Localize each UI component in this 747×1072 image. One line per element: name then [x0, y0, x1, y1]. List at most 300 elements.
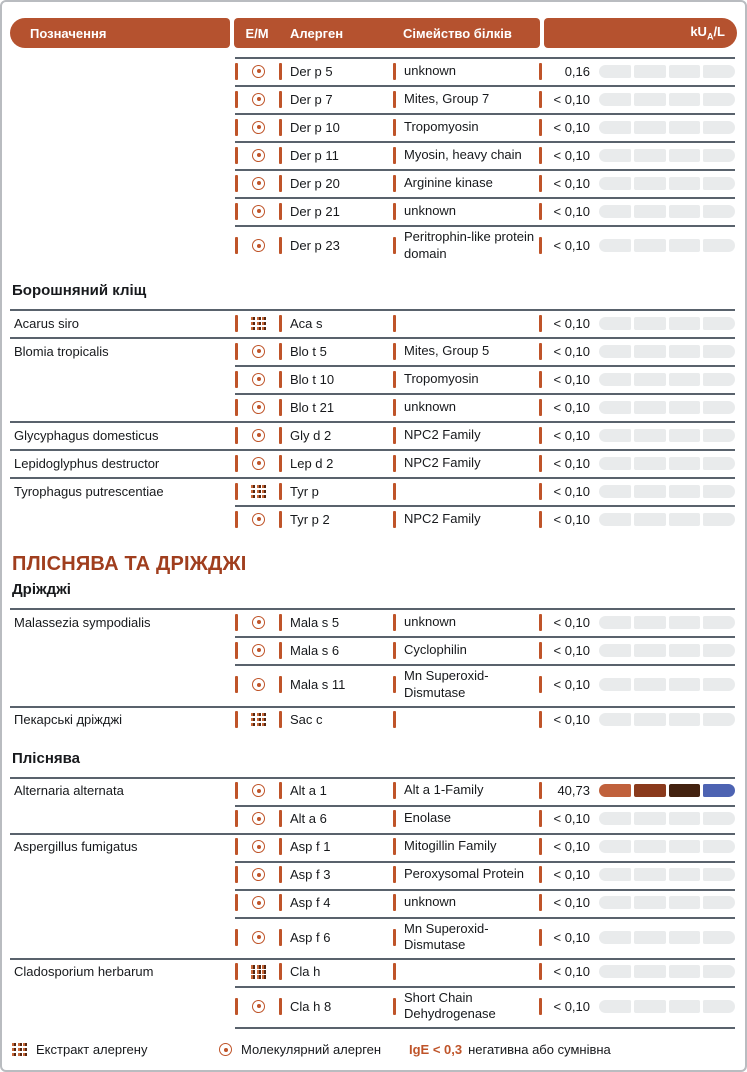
em-cell: [235, 315, 279, 332]
molecular-allergen-icon: [252, 513, 265, 526]
column-tick: [235, 119, 238, 136]
scale-segment: [669, 713, 701, 726]
value-cell: [539, 963, 599, 980]
column-tick: [279, 175, 282, 192]
scale-segment: [703, 840, 735, 853]
protein-family: Myosin, heavy chain: [404, 146, 522, 162]
column-tick: [393, 147, 396, 164]
table-row: [10, 57, 737, 85]
family-cell: [393, 87, 539, 112]
result-value: < 0,10: [553, 839, 590, 854]
result-value: < 0,10: [553, 427, 590, 443]
value-cell: [539, 810, 599, 827]
scale-segment: [703, 931, 735, 944]
scale-segment: [599, 896, 631, 909]
allergen-cell: [279, 810, 393, 827]
table-row: [10, 505, 737, 533]
scale-segment: [599, 121, 631, 134]
scale-segment: [599, 644, 631, 657]
allergen-cell: [279, 483, 393, 500]
value-cell: [539, 119, 599, 136]
table-row: [10, 393, 737, 421]
result-value: < 0,10: [553, 399, 590, 415]
column-tick: [279, 511, 282, 528]
scale-segment: [669, 965, 701, 978]
result-scale: [599, 345, 737, 358]
molecular-allergen-icon: [252, 401, 265, 414]
molecular-allergen-icon: [252, 616, 265, 629]
molecular-allergen-icon: [252, 812, 265, 825]
scale-segment: [599, 65, 631, 78]
family-cell: [393, 638, 539, 663]
allergen-code: Cla h: [290, 964, 321, 980]
result-scale: [599, 239, 737, 252]
value-cell: [539, 427, 599, 444]
legend-molecular-label: Молекулярний алерген: [241, 1042, 382, 1057]
scale-segment: [634, 149, 666, 162]
table-row: [10, 365, 737, 393]
legend-extract: [12, 1042, 219, 1057]
scale-segment: [703, 965, 735, 978]
column-tick: [235, 203, 238, 220]
value-cell: [539, 642, 599, 659]
molecular-allergen-icon: [252, 678, 265, 691]
em-cell: [235, 119, 279, 136]
scale-segment: [599, 457, 631, 470]
result-value: < 0,10: [553, 867, 590, 882]
column-tick: [235, 676, 238, 693]
column-tick: [393, 343, 396, 360]
result-value: < 0,10: [553, 147, 590, 163]
value-cell: [539, 483, 599, 500]
family-cell: [393, 339, 539, 364]
em-cell: [235, 203, 279, 220]
table-row: [10, 889, 737, 917]
scale-segment: [634, 205, 666, 218]
table-row: [10, 309, 737, 337]
allergen-cell: [279, 963, 393, 980]
molecular-allergen-icon: [252, 373, 265, 386]
column-tick: [279, 838, 282, 855]
protein-family: Mitogillin Family: [404, 838, 497, 854]
ige-threshold: IgE < 0,3: [409, 1042, 463, 1057]
scale-segment: [669, 121, 701, 134]
column-tick: [393, 963, 396, 980]
column-tick: [279, 963, 282, 980]
molecular-allergen-icon: [252, 149, 265, 162]
subsection-heading: Дріжджі: [12, 581, 71, 599]
result-scale: [599, 429, 737, 442]
value-cell: [539, 147, 599, 164]
extract-allergen-icon: [251, 965, 266, 979]
allergen-code: Alt a 6: [290, 811, 327, 826]
scale-segment: [599, 317, 631, 330]
result-scale: [599, 373, 737, 386]
header-unit-label: $kU_A/L$: [690, 24, 725, 42]
scale-segment: [703, 457, 735, 470]
column-tick: [279, 371, 282, 388]
table-header: [10, 18, 737, 48]
allergen-cell: [279, 711, 393, 728]
column-tick: [393, 810, 396, 827]
column-tick: [235, 371, 238, 388]
column-tick: [235, 782, 238, 799]
result-value: < 0,10: [553, 238, 590, 254]
table-row: [10, 706, 737, 734]
column-tick: [235, 838, 238, 855]
result-scale: [599, 485, 737, 498]
column-tick: [279, 782, 282, 799]
allergen-cell: [279, 119, 393, 136]
table-bottom-rule: [235, 1027, 735, 1029]
family-cell: [393, 963, 539, 980]
allergen-code: Der p 5: [290, 63, 333, 79]
em-cell: [235, 929, 279, 946]
scale-segment: [669, 429, 701, 442]
allergen-code: Asp f 6: [290, 929, 331, 945]
value-cell: [539, 203, 599, 220]
family-cell: [393, 890, 539, 915]
allergen-cell: [279, 315, 393, 332]
protein-family: Cyclophilin: [404, 641, 467, 657]
allergen-code: Lep d 2: [290, 455, 334, 471]
protein-family: unknown: [404, 62, 457, 78]
column-tick: [393, 711, 396, 728]
protein-family: unknown: [404, 398, 457, 414]
scale-segment: [703, 713, 735, 726]
protein-family: Mn Superoxid-Dismutase: [404, 668, 489, 700]
scale-segment: [634, 65, 666, 78]
column-tick: [393, 511, 396, 528]
allergen-code: Aca s: [290, 315, 323, 331]
header-allergen-label: Алерген: [290, 25, 344, 41]
scale-segment: [669, 149, 701, 162]
column-tick: [235, 810, 238, 827]
protein-family: NPC2 Family: [404, 510, 481, 526]
em-cell: [235, 614, 279, 631]
column-tick: [393, 91, 396, 108]
column-tick: [393, 642, 396, 659]
scale-segment: [634, 177, 666, 190]
allergen-cell: [279, 237, 393, 254]
protein-family: Enolase: [404, 810, 451, 826]
scale-segment: [669, 205, 701, 218]
value-cell: [539, 782, 599, 799]
protein-family: Tropomyosin: [404, 118, 479, 134]
scale-segment: [599, 965, 631, 978]
allergen-cell: [279, 614, 393, 631]
organism-name: Blomia tropicalis: [14, 343, 109, 359]
header-unit-segment: [544, 18, 737, 48]
column-tick: [393, 399, 396, 416]
value-cell: [539, 511, 599, 528]
allergen-cell: [279, 511, 393, 528]
family-cell: [393, 115, 539, 140]
allergen-cell: [279, 371, 393, 388]
protein-family: Arginine kinase: [404, 174, 493, 190]
scale-segment: [669, 812, 701, 825]
table-row: [10, 85, 737, 113]
family-cell: [393, 986, 539, 1027]
result-value: 40,73: [557, 783, 590, 798]
column-tick: [235, 427, 238, 444]
subsection-heading: Пліснява: [12, 749, 80, 767]
family-cell: [393, 143, 539, 168]
result-scale: [599, 401, 737, 414]
molecular-allergen-icon: [252, 1000, 265, 1013]
column-tick: [279, 315, 282, 332]
family-cell: [393, 834, 539, 859]
extract-allergen-icon: [251, 713, 266, 727]
column-tick: [279, 455, 282, 472]
scale-segment: [703, 149, 735, 162]
molecular-allergen-icon: [252, 784, 265, 797]
subsection-heading: Борошняний кліщ: [12, 282, 147, 300]
protein-family: unknown: [404, 613, 457, 629]
ige-note: негативна або сумнівна: [468, 1042, 611, 1057]
result-scale: [599, 784, 737, 797]
results-table: [10, 57, 737, 1029]
protein-family: unknown: [404, 202, 457, 218]
scale-segment: [634, 1000, 666, 1013]
table-row: [10, 986, 737, 1027]
column-tick: [393, 427, 396, 444]
allergen-cell: [279, 929, 393, 946]
molecular-allergen-icon: [219, 1043, 232, 1056]
protein-family: Tropomyosin: [404, 370, 479, 386]
column-tick: [279, 711, 282, 728]
result-value: < 0,10: [553, 371, 590, 387]
allergen-code: Der p 20: [290, 175, 340, 191]
scale-segment: [634, 401, 666, 414]
family-cell: [393, 507, 539, 532]
allergen-code: Asp f 3: [290, 867, 331, 882]
scale-segment: [669, 317, 701, 330]
column-tick: [393, 455, 396, 472]
column-tick: [393, 866, 396, 883]
column-tick: [235, 343, 238, 360]
column-tick: [279, 237, 282, 254]
scale-segment: [634, 840, 666, 853]
scale-segment: [634, 317, 666, 330]
family-cell: [393, 59, 539, 84]
column-tick: [393, 782, 396, 799]
molecular-allergen-icon: [252, 65, 265, 78]
em-cell: [235, 511, 279, 528]
molecular-allergen-icon: [252, 239, 265, 252]
result-value: 0,16: [564, 63, 590, 79]
organism-name: Cladosporium herbarum: [14, 964, 154, 980]
molecular-allergen-icon: [252, 429, 265, 442]
scale-segment: [703, 644, 735, 657]
column-tick: [235, 511, 238, 528]
allergen-code: Asp f 4: [290, 895, 331, 910]
value-cell: [539, 676, 599, 693]
allergen-cell: [279, 203, 393, 220]
result-value: < 0,10: [553, 203, 590, 219]
column-tick: [279, 894, 282, 911]
scale-segment: [599, 149, 631, 162]
scale-segment: [599, 345, 631, 358]
allergen-cell: [279, 175, 393, 192]
scale-segment: [669, 1000, 701, 1013]
allergen-cell: [279, 838, 393, 855]
allergen-code: Tyr p 2: [290, 511, 330, 527]
allergen-code: Der p 7: [290, 91, 333, 107]
table-row: [10, 225, 737, 266]
molecular-allergen-icon: [252, 644, 265, 657]
scale-segment: [599, 616, 631, 629]
column-tick: [235, 147, 238, 164]
column-tick: [235, 237, 238, 254]
scale-segment: [703, 812, 735, 825]
result-scale: [599, 896, 737, 909]
allergen-code: Mala s 11: [290, 677, 346, 693]
result-scale: [599, 121, 737, 134]
result-scale: [599, 65, 737, 78]
allergen-code: Sac c: [290, 712, 323, 727]
column-tick: [235, 175, 238, 192]
result-scale: [599, 616, 737, 629]
allergen-cell: [279, 63, 393, 80]
table-row: [10, 421, 737, 449]
table-row: [10, 449, 737, 477]
molecular-allergen-icon: [252, 177, 265, 190]
result-value: < 0,10: [553, 677, 590, 693]
result-value: < 0,10: [553, 614, 590, 630]
result-scale: [599, 713, 737, 726]
scale-segment: [703, 317, 735, 330]
family-cell: [393, 917, 539, 958]
result-scale: [599, 149, 737, 162]
organism-name: Пекарські дріжджі: [14, 712, 123, 727]
column-tick: [279, 203, 282, 220]
molecular-allergen-icon: [252, 840, 265, 853]
result-scale: [599, 868, 737, 881]
scale-segment: [669, 644, 701, 657]
family-cell: [393, 367, 539, 392]
column-tick: [235, 711, 238, 728]
table-row: [10, 113, 737, 141]
allergen-cell: [279, 894, 393, 911]
column-tick: [235, 614, 238, 631]
scale-segment: [599, 931, 631, 944]
result-scale: [599, 812, 737, 825]
header-middle-segment: [234, 18, 540, 48]
value-cell: [539, 91, 599, 108]
molecular-allergen-icon: [252, 205, 265, 218]
result-scale: [599, 93, 737, 106]
scale-segment: [599, 205, 631, 218]
organism-name: Malassezia sympodialis: [14, 614, 151, 630]
scale-segment: [634, 513, 666, 526]
column-tick: [393, 676, 396, 693]
molecular-allergen-icon: [252, 93, 265, 106]
result-scale: [599, 644, 737, 657]
scale-segment: [669, 373, 701, 386]
allergen-cell: [279, 147, 393, 164]
scale-segment: [703, 345, 735, 358]
result-scale: [599, 513, 737, 526]
scale-segment: [703, 177, 735, 190]
table-row: [10, 958, 737, 986]
table-row: [10, 833, 737, 861]
scale-segment-filled: [669, 784, 701, 797]
scale-segment: [634, 931, 666, 944]
em-cell: [235, 838, 279, 855]
column-tick: [393, 894, 396, 911]
scale-segment: [669, 513, 701, 526]
allergen-cell: [279, 782, 393, 799]
family-cell: [393, 778, 539, 803]
organism-name: Lepidoglyphus destructor: [14, 455, 160, 471]
allergen-code: Gly d 2: [290, 427, 332, 443]
scale-segment: [669, 678, 701, 691]
result-scale: [599, 205, 737, 218]
legend-extract-label: Екстракт алергену: [36, 1042, 148, 1057]
molecular-allergen-icon: [252, 345, 265, 358]
result-value: < 0,10: [553, 511, 590, 527]
allergen-code: Mala s 6: [290, 642, 340, 658]
em-cell: [235, 427, 279, 444]
allergen-code: Blo t 21: [290, 399, 335, 415]
allergen-code: Blo t 10: [290, 371, 335, 387]
allergen-code: Der p 21: [290, 203, 340, 219]
table-row: [10, 477, 737, 505]
table-row: [10, 141, 737, 169]
value-cell: [539, 929, 599, 946]
allergen-cell: [279, 998, 393, 1015]
table-row: [10, 805, 737, 833]
header-designation-label: Позначення: [30, 25, 107, 41]
scale-segment: [703, 896, 735, 909]
column-tick: [279, 676, 282, 693]
column-tick: [393, 175, 396, 192]
protein-family: Peroxysomal Protein: [404, 866, 524, 882]
scale-segment: [599, 713, 631, 726]
em-cell: [235, 642, 279, 659]
result-value: < 0,10: [553, 811, 590, 826]
column-tick: [393, 371, 396, 388]
allergen-cell: [279, 676, 393, 693]
protein-family: NPC2 Family: [404, 454, 481, 470]
scale-segment: [599, 373, 631, 386]
scale-segment: [634, 373, 666, 386]
em-cell: [235, 91, 279, 108]
column-tick: [235, 91, 238, 108]
column-tick: [235, 455, 238, 472]
column-tick: [235, 642, 238, 659]
result-value: < 0,10: [553, 343, 590, 359]
scale-segment: [669, 896, 701, 909]
value-cell: [539, 175, 599, 192]
result-value: < 0,10: [553, 119, 590, 135]
scale-segment: [703, 205, 735, 218]
scale-segment: [669, 93, 701, 106]
scale-segment: [634, 93, 666, 106]
column-tick: [393, 203, 396, 220]
em-cell: [235, 483, 279, 500]
scale-segment: [669, 485, 701, 498]
header-em-label: E/M: [245, 25, 269, 41]
scale-segment: [634, 713, 666, 726]
scale-segment: [669, 931, 701, 944]
allergen-code: Der p 23: [290, 238, 340, 254]
extract-allergen-icon: [251, 317, 266, 331]
scale-segment: [669, 616, 701, 629]
family-cell: [393, 171, 539, 196]
result-value: < 0,10: [553, 91, 590, 107]
